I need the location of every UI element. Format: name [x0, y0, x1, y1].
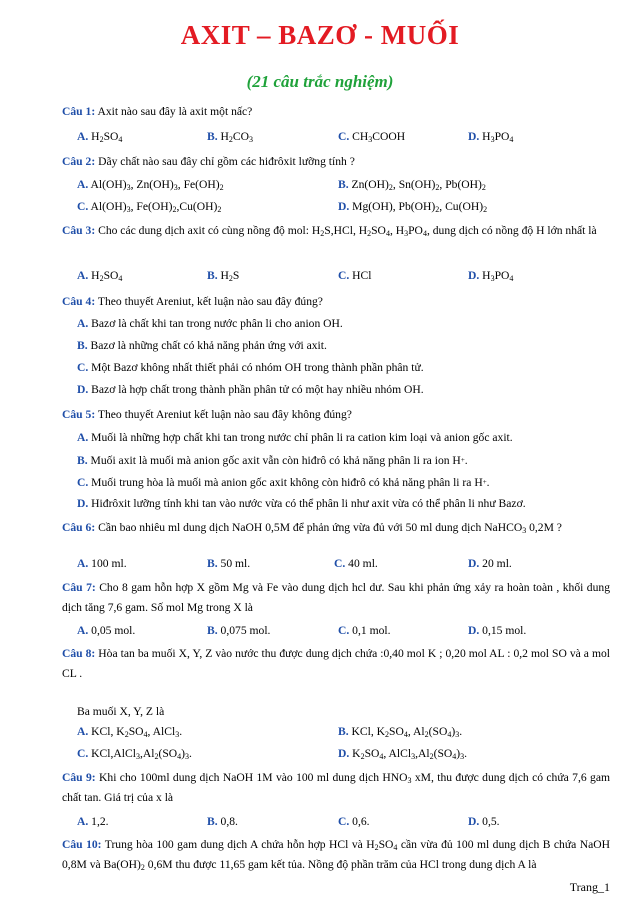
q6-option-d[interactable]: D. 20 ml.	[468, 557, 512, 570]
q9-option-b[interactable]: B. 0,8.	[207, 815, 238, 828]
q8-option-b[interactable]: B. KCl, $K_2SO_4$, $Al_2(SO_4)_3$.	[338, 725, 463, 739]
q7-option-d[interactable]: D. 0,15 mol.	[468, 624, 527, 637]
question-8: Câu 8: Hòa tan ba muối X, Y, Z vào nước thu được dung dịch chứa :0,40 mol K ; 0,20 mol AL : 0,2 mol SO và a mol CL .	[62, 647, 610, 680]
page-number: Trang_1	[569, 880, 610, 894]
q3-option-d[interactable]: D. $H_3PO_4$	[468, 269, 514, 283]
q1-option-a[interactable]: A. $H_2SO_4$	[77, 130, 123, 144]
q2-option-c[interactable]: C. $Al(OH)_3$, $Fe(OH)_2,Cu(OH)_2$	[77, 200, 222, 214]
q1-option-c[interactable]: C. $CH_3COOH$	[338, 130, 406, 144]
q3-option-b[interactable]: B. $H_2S$	[207, 269, 240, 283]
q8-option-a[interactable]: A. KCl, $K_2SO_4$, AlCl$_3$.	[77, 725, 183, 739]
question-text: Axit nào sau đây là axit một nấc?	[95, 105, 253, 118]
question-6: Câu 6: Cần bao nhiêu ml dung dịch NaOH 0,5M để phản ứng vừa đủ với 50 ml dung dịch NaHCO$_3$ 0,2M ?	[62, 521, 562, 535]
q5-option-a[interactable]: A. Muối là những hợp chất khi tan trong nước chỉ phân li ra cation kim loại và anion gốc axit.	[77, 431, 513, 444]
question-5: Câu 5: Theo thuyết Areniut kết luận nào sau đây không đúng?	[62, 408, 352, 421]
q8-option-d[interactable]: D. $K_2SO_4$, $AlCl_3,Al_2(SO_4)_3$.	[338, 747, 468, 761]
question-4: Câu 4: Theo thuyết Areniut, kết luận nào sau đây đúng?	[62, 295, 323, 308]
question-9: Câu 9: Khi cho 100ml dung dịch NaOH 1M vào 100 ml dung dịch $HNO_3$ xM, thu được dung dịch có chứa 7,6 gam chất tan. Giá trị của x là	[62, 771, 610, 804]
page-subtitle: (21 câu trắc nghiệm)	[246, 72, 394, 91]
q1-option-d[interactable]: D. $H_3PO_4$	[468, 130, 514, 144]
q4-option-d[interactable]: D. Bazơ là hợp chất trong thành phần phân tử có một hay nhiều nhóm OH.	[77, 383, 424, 396]
q9-option-d[interactable]: D. 0,5.	[468, 815, 500, 828]
q2-option-a[interactable]: A. $Al(OH)_3$, $Zn(OH)_3$, $Fe(OH)_2$	[77, 178, 224, 192]
q6-option-a[interactable]: A. 100 ml.	[77, 557, 127, 570]
q7-option-a[interactable]: A. 0,05 mol.	[77, 624, 136, 637]
question-7: Câu 7: Cho 8 gam hỗn hợp X gồm Mg và Fe vào dung dịch hcl dư. Sau khi phản ứng xảy ra hoàn toàn , khối dung dịch tăng 7,6 gam. Số mol Mg trong X là	[62, 581, 610, 614]
q7-option-c[interactable]: C. 0,1 mol.	[338, 624, 391, 637]
question-10: Câu 10: Trung hòa 100 gam dung dịch A chứa hỗn hợp HCl và $H_2SO_4$ cần vừa đủ 100 ml dung dịch B chứa NaOH 0,8M và $Ba(OH)_2$ 0,6M thu được 11,65 gam kết tủa. Nồng độ phần trăm của HCl trong dung dịch A là	[62, 838, 610, 872]
q5-option-d[interactable]: D. Hiđrôxit lưỡng tính khi tan vào nước vừa có thể phân li như axit vừa có thể phân li như Bazơ.	[77, 497, 526, 510]
question-1	[62, 102, 610, 122]
q3-option-a[interactable]: A. $H_2SO_4$	[77, 269, 123, 283]
q5-option-b[interactable]: B. Muối axit là muối mà anion gốc axit vẫn còn hiđrô có khả năng phân li ra ion H+.	[77, 454, 468, 467]
q2-option-b[interactable]: B. $Zn(OH)_2$, $Sn(OH)_2$, $Pb(OH)_2$	[338, 178, 486, 192]
q7-option-b[interactable]: B. 0,075 mol.	[207, 624, 271, 637]
q6-option-b[interactable]: B. 50 ml.	[207, 557, 251, 570]
q9-option-a[interactable]: A. 1,2.	[77, 815, 109, 828]
q5-option-c[interactable]: C. Muối trung hòa là muối mà anion gốc axit không còn hiđrô có khả năng phân li ra H+.	[77, 476, 490, 489]
q9-option-c[interactable]: C. 0,6.	[338, 815, 370, 828]
question-2: Câu 2: Dãy chất nào sau đây chỉ gồm các hiđrôxit lưỡng tính ?	[62, 155, 355, 168]
q3-option-c[interactable]: C. HCl	[338, 269, 372, 282]
q2-option-d[interactable]: D. Mg(OH), $Pb(OH)_2$, $Cu(OH)_2$	[338, 200, 488, 214]
q8-option-c[interactable]: C. $KCl,AlCl_3,Al_2(SO_4)_3$.	[77, 747, 192, 761]
page-title: AXIT – BAZƠ - MUỐI	[180, 20, 460, 50]
q4-option-a[interactable]: A. Bazơ là chất khi tan trong nước phân li cho anion OH.	[77, 317, 343, 330]
q6-option-c[interactable]: C. 40 ml.	[334, 557, 378, 570]
q8-subtext: Ba muối X, Y, Z là	[77, 705, 165, 718]
q1-option-b[interactable]: B. $H_2CO_3$	[207, 130, 254, 144]
q4-option-b[interactable]: B. Bazơ là những chất có khả năng phản ứng với axit.	[77, 339, 327, 352]
question-label: Câu 1:	[62, 105, 96, 118]
question-3: Câu 3: Cho các dung dịch axit có cùng nồng độ mol: $H_2S,HCl$, $H_2SO_4$, $H_3PO_4$, dung dịch có nồng độ H lớn nhất là	[62, 224, 597, 238]
q4-option-c[interactable]: C. Một Bazơ không nhất thiết phải có nhóm OH trong thành phần phân tử.	[77, 361, 424, 374]
